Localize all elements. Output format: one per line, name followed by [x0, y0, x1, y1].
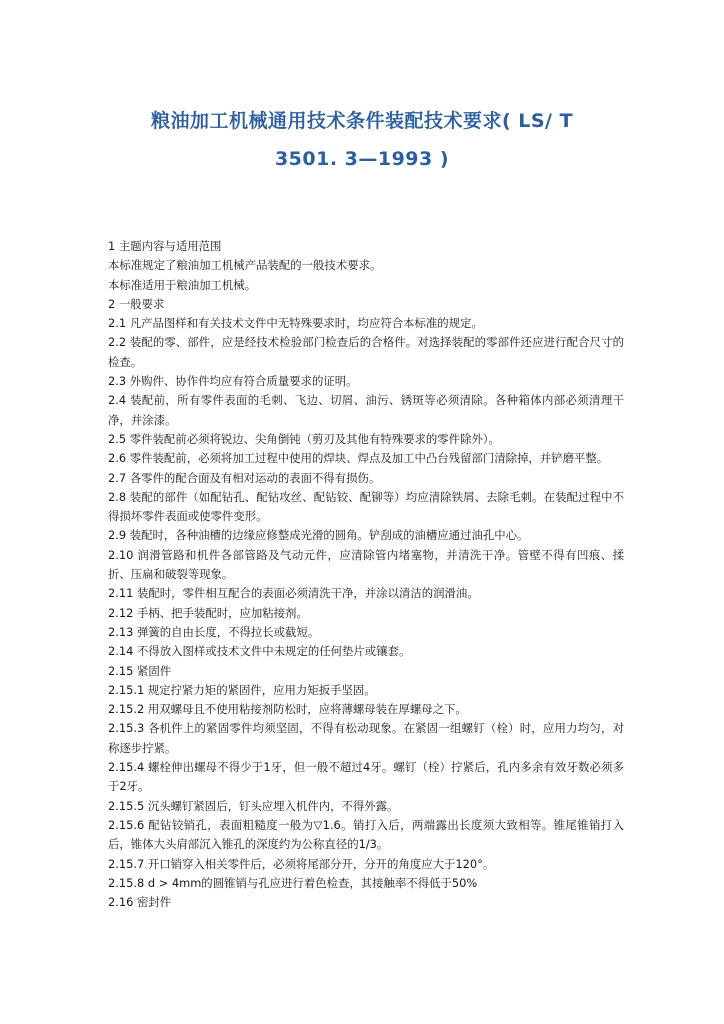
- paragraph: 2.15.1 规定拧紧力矩的紧固件，应用力矩扳手坚固。: [108, 682, 376, 697]
- paragraph: 2.1 凡产品图样和有关技术文件中无特殊要求时，均应符合本标准的规定。: [108, 316, 483, 331]
- section-heading: 1 主题内容与适用范围: [108, 239, 222, 253]
- paragraph: 2.6 零件装配前，必须将加工过程中使用的焊块、焊点及加工中凸台残留部门清除掉，并铲磨平整。: [108, 451, 609, 466]
- paragraph: 2.4 装配前，所有零件表面的毛刺、飞边、切屑、油污、锈斑等必须清除。各种箱体内部必须清理干净，并涂漆。: [108, 393, 624, 427]
- paragraph: 2.5 零件装配前必须将锐边、尖角倒钝（剪刃及其他有特殊要求的零件除外）。: [108, 431, 500, 446]
- paragraph: 本标准规定了粮油加工机械产品装配的一般技术要求。: [108, 258, 382, 273]
- paragraph: 2.9 装配时，各种油槽的边缘应修整成光滑的圆角。铲刮成的油槽应通过油孔中心。: [108, 528, 529, 543]
- paragraph: 2.15.7 开口销穿入相关零件后，必须将尾部分开，分开的角度应大于120°。: [108, 856, 495, 871]
- section-heading: 2 一般要求: [108, 296, 165, 311]
- document-title-line2: 3501. 3—1993 ): [274, 148, 450, 170]
- paragraph: 2.11 装配时，零件相互配合的表面必须清洗干净，并涂以清洁的润滑油。: [108, 586, 479, 601]
- paragraph: 2.15.8 d > 4mm的圆锥销与孔应进行着色检查，其接触率不得低于50%: [108, 875, 478, 890]
- paragraph: 本标准适用于粮油加工机械。: [108, 277, 257, 292]
- paragraph: 2.15.6 配钻铰销孔，表面粗糙度一般为▽1.6。销打入后，两端露出长度须大致相等。锥尾锥销打入后，锥体大头肩部沉入锥孔的深度约为公称直径的1/3。: [108, 817, 624, 852]
- paragraph: 2.15.5 沉头螺钉紧固后，钉头应埋入机件内，不得外露。: [108, 798, 399, 813]
- paragraph: 2.8 装配的部件（如配钻孔、配钻攻丝、配钻铰、配铆等）均应清除铁屑、去除毛刺。在装配过程中不得损坏零件表面或使零件变形。: [108, 489, 624, 524]
- document-body: [108, 237, 624, 912]
- paragraph: 2.2 装配的零、部件，应是经技术检验部门检查后的合格件。对选择装配的零部件还应进行配合尺寸的检查。: [108, 335, 624, 369]
- paragraph: 2.13 弹簧的自由长度，不得拉长或截短。: [108, 624, 320, 639]
- paragraph: 2.15.4 螺栓伸出螺母不得少于1牙，但一般不超过4牙。螺钉（栓）拧紧后，孔内多余有效牙数必须多于2牙。: [108, 760, 624, 794]
- paragraph: 2.7 各零件的配合面及有相对运动的表面不得有损伤。: [108, 470, 381, 485]
- paragraph: 2.15.3 各机件上的紧固零件均须坚固，不得有松动现象。在紧固一组螺钉（栓）时，应用力均匀，对称逐步拧紧。: [108, 721, 624, 755]
- paragraph: 2.14 不得放入图样或技术文件中未规定的任何垫片或镶套。: [108, 644, 411, 659]
- document-title-line1: 粮油加工机械通用技术条件装配技术要求( LS/ T: [150, 110, 574, 132]
- section-heading: 2.15 紧固件: [108, 663, 172, 678]
- paragraph: 2.12 手柄、把手装配时，应加粘接剂。: [108, 605, 308, 620]
- section-heading: 2.16 密封件: [108, 895, 172, 910]
- paragraph: 2.3 外购件、协作件均应有符合质量要求的证明。: [108, 374, 358, 389]
- paragraph: 2.15.2 用双螺母且不使用粘接剂防松时，应将薄螺母装在厚螺母之下。: [108, 702, 467, 717]
- paragraph: 2.10 润滑管路和机件各部管路及气动元件，应清除管内堵塞物，并清洗干净。管壁不得有凹痕、揉折、压扁和破裂等现象。: [108, 547, 624, 582]
